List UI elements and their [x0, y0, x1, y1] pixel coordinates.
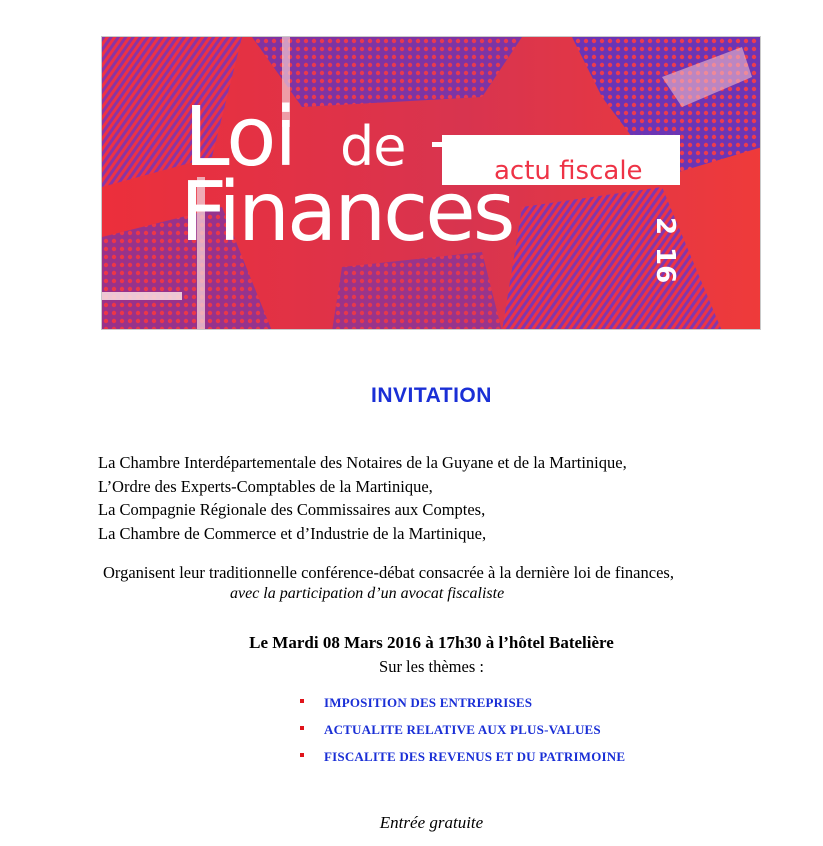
theme-label: ACTUALITE RELATIVE AUX PLUS-VALUES — [324, 722, 601, 737]
organizer-line: L’Ordre des Experts-Comptables de la Martinique, — [98, 476, 433, 496]
bullet-square-icon — [300, 753, 304, 757]
organizer-line: La Chambre de Commerce et d’Industrie de la Martinique, — [98, 523, 487, 543]
organise-text: Organisent leur traditionnelle conférence-débat consacrée à la dernière loi de finances, — [103, 563, 674, 582]
themes-intro: Sur les thèmes : — [379, 657, 484, 676]
bullet-square-icon — [300, 699, 304, 703]
event-date: Le Mardi 08 Mars 2016 à 17h30 à l’hôtel Batelière — [249, 633, 614, 652]
banner-year-top: 2 — [650, 217, 680, 236]
organizers-list — [98, 451, 627, 545]
banner-text-de: de — [340, 115, 406, 178]
banner-text-loi: Loi — [184, 90, 296, 185]
entry-text: Entrée gratuite — [379, 813, 484, 832]
invitation-title: INVITATION — [371, 384, 492, 407]
participation-text: avec la participation d’un avocat fiscaliste — [230, 585, 505, 602]
loi-de-finances-graphic — [102, 37, 761, 330]
banner-text-finances: Finances — [180, 165, 513, 260]
theme-label: IMPOSITION DES ENTREPRISES — [324, 695, 533, 710]
organizer-line: La Chambre Interdépartementale des Notaires de la Guyane et de la Martinique, — [98, 453, 627, 472]
bullet-square-icon — [300, 726, 304, 730]
banner-image — [101, 36, 761, 330]
banner-year-bottom: 16 — [650, 247, 680, 284]
organizer-line: La Compagnie Régionale des Commissaires aux Comptes, — [98, 500, 486, 519]
banner-year — [650, 217, 680, 283]
banner-text-tagline: actu fiscale — [494, 156, 643, 186]
theme-label: FISCALITE DES REVENUS ET DU PATRIMOINE — [324, 749, 626, 764]
